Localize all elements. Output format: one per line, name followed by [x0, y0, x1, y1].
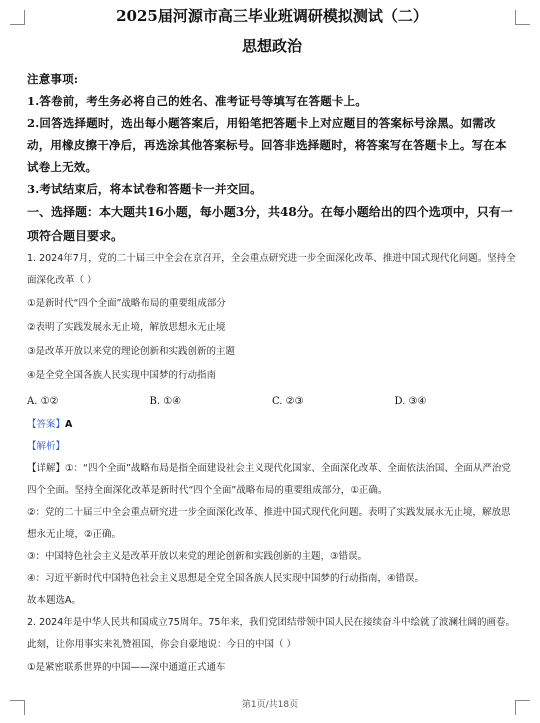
crop-mark-top-left — [10, 10, 25, 25]
choice-c: C. ②③ — [272, 396, 304, 407]
page-footer: 第1页/共18页 — [241, 700, 299, 710]
question-1-stem: 1. 2024年7月，党的二十届三中全会在京召开，全会重点研究进一步全面深化改革、推进中国式现代化问题。坚持全面深化改革（ ） — [27, 253, 516, 286]
crop-mark-top-right — [515, 10, 530, 25]
question-2-stem: 2. 2024年是中华人民共和国成立75周年。75年来，我们党团结带领中国人民在接续奋斗中绘就了波澜壮阔的画卷。此刻，让你用事实来礼赞祖国，你会自豪地说：今日的中国（ ） — [27, 617, 515, 650]
answer-tag: 【答案】 — [27, 419, 66, 430]
analysis-1-text: ①：“四个全面”战略布局是指全面建设社会主义现代化国家、全面深化改革、全面依法治国、全面从严治党四个全面。坚持全面深化改革是新时代“四个全面”战略布局的重要组成部分，①正确。 — [27, 463, 511, 496]
question-1-option-3: ③是改革开放以来党的理论创新和实践创新的主题 — [27, 346, 236, 357]
analysis-3: ③：中国特色社会主义是改革开放以来党的理论创新和实践创新的主题，③错误。 — [27, 551, 368, 562]
question-1-option-2: ②表明了实践发展永无止境，解放思想永无止境 — [27, 322, 226, 333]
exam-page — [27, 6, 517, 680]
notice-heading: 注意事项: — [27, 72, 79, 86]
choice-d: D. ③④ — [394, 396, 427, 407]
choice-b: B. ①④ — [149, 396, 182, 407]
choice-a: A. ①② — [27, 396, 59, 407]
section-header: 一、选择题：本大题共16小题，每小题3分，共48分。在每小题给出的四个选项中，只有一项符合题目要求。 — [27, 205, 513, 243]
answer-value: A — [65, 419, 73, 430]
notice-item-3: 3.考试结束后，将本试卷和答题卡一并交回。 — [27, 182, 262, 196]
question-2-option-1: ①是紧密联系世界的中国——深中通道正式通车 — [27, 662, 226, 673]
question-1-option-4: ④是全党全国各族人民实现中国梦的行动指南 — [27, 370, 217, 381]
subject-title: 思想政治 — [241, 37, 302, 55]
analysis-2: ②：党的二十届三中全会重点研究进一步全面深化改革、推进中国式现代化问题。表明了实践发展永无止境，解放思想永无止境，②正确。 — [27, 507, 511, 540]
question-1-option-1: ①是新时代“四个全面”战略布局的重要组成部分 — [27, 298, 226, 309]
analysis-4: ④：习近平新时代中国特色社会主义思想是全党全国各族人民实现中国梦的行动指南，④错误。 — [27, 573, 425, 584]
question-1-choices — [27, 390, 517, 414]
answer-line — [27, 414, 517, 436]
conclusion: 故本题选A。 — [27, 595, 81, 606]
notice-item-2: 2.回答选择题时，选出每小题答案后，用铅笔把答题卡上对应题目的答案标号涂黑。如需改动，用橡皮擦干净后，再选涂其他答案标号。回答非选择题时，将答案写在答题卡上。写在本试卷上无效。 — [27, 116, 507, 174]
detail-tag: 【详解】 — [27, 463, 66, 474]
analysis-tag: 【解析】 — [27, 441, 66, 452]
exam-title: 2025届河源市高三毕业班调研模拟测试（二） — [116, 7, 428, 25]
analysis-1 — [27, 458, 517, 502]
notice-item-1: 1.答卷前，考生务必将自己的姓名、准考证号等填写在答题卡上。 — [27, 94, 368, 108]
